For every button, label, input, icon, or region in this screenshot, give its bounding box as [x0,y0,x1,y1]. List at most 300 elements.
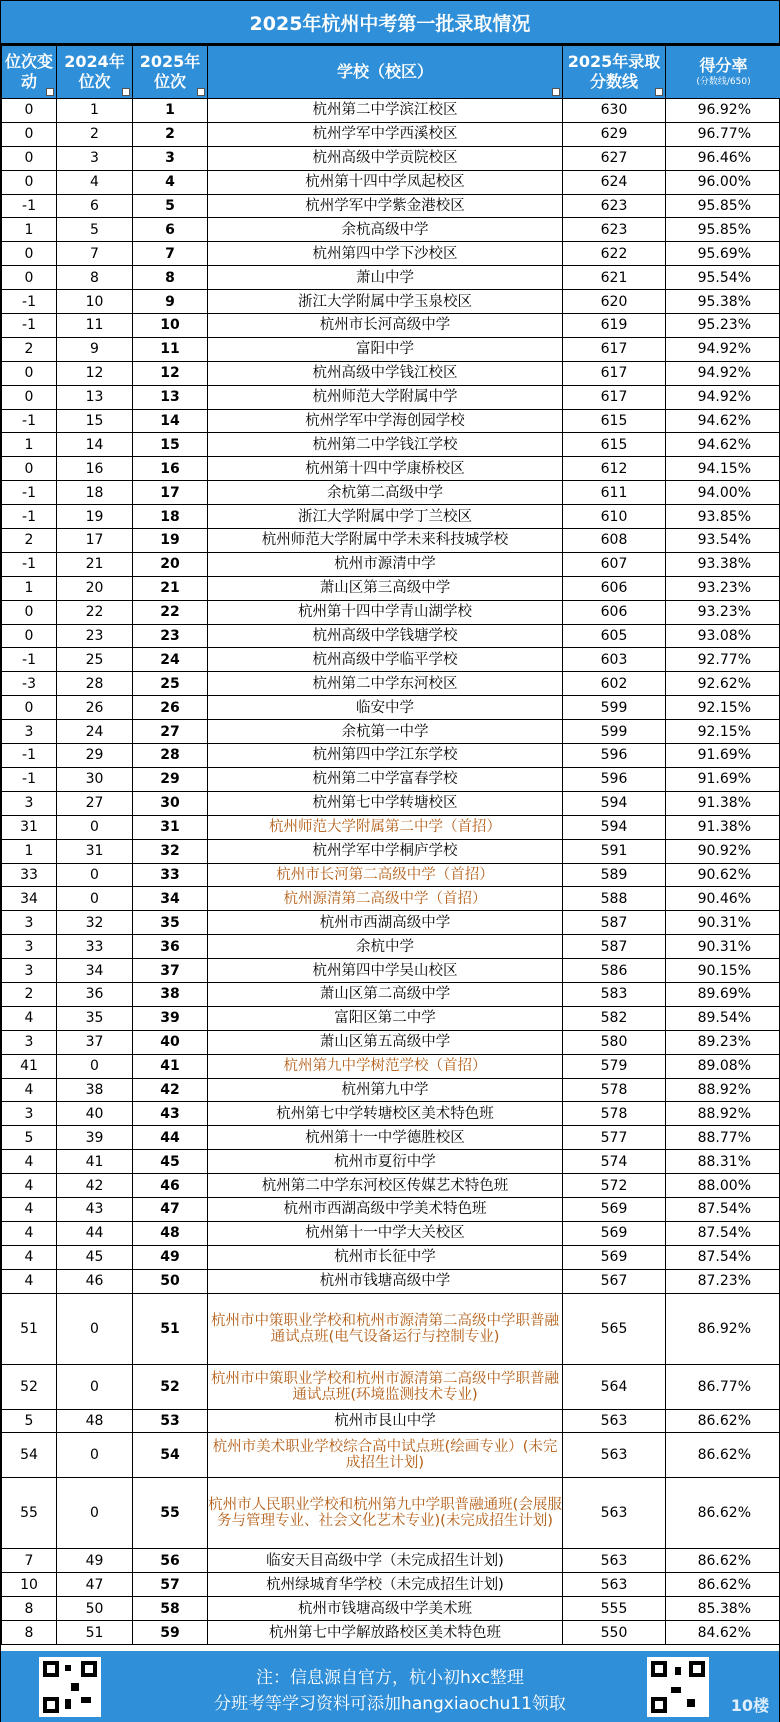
cell-rank-2024: 0 [57,1433,133,1478]
cell-rank-2025: 8 [133,266,208,290]
cell-school: 杭州市钱塘高级中学 [208,1269,563,1293]
cell-rate: 92.15% [666,696,780,720]
cell-score: 622 [563,242,666,266]
cell-rate: 84.62% [666,1621,780,1645]
cell-rank-2024: 8 [57,266,133,290]
cell-school: 萧山区第五高级中学 [208,1030,563,1054]
cell-rate: 95.23% [666,314,780,338]
cell-rank-2024: 5 [57,218,133,242]
cell-rate: 96.77% [666,122,780,146]
footer [1,1651,779,1722]
cell-school: 杭州第九中学树范学校（首招） [208,1054,563,1078]
cell-rank-2024: 24 [57,720,133,744]
cell-rank-2025: 23 [133,624,208,648]
cell-rate: 86.62% [666,1433,780,1478]
cell-rank-change: 2 [2,529,57,553]
table-row [2,505,780,529]
table-row [2,242,780,266]
cell-rank-2025: 14 [133,409,208,433]
cell-rank-change: 4 [2,1245,57,1269]
cell-score: 617 [563,361,666,385]
cell-score: 615 [563,433,666,457]
cell-rank-change: 0 [2,385,57,409]
cell-score: 629 [563,122,666,146]
table-row [2,815,780,839]
cell-rank-2025: 3 [133,146,208,170]
cell-rank-2025: 24 [133,648,208,672]
cell-rate: 95.54% [666,266,780,290]
rate-formula-note: (分数线/650) [696,77,751,87]
cell-score: 567 [563,1269,666,1293]
cell-rank-2024: 1 [57,99,133,123]
cell-score: 578 [563,1078,666,1102]
table-row [2,529,780,553]
cell-rank-change: 0 [2,99,57,123]
cell-rank-change: 1 [2,839,57,863]
table-row [2,1150,780,1174]
cell-rank-change: 3 [2,1030,57,1054]
table-row [2,337,780,361]
cell-rank-2025: 12 [133,361,208,385]
cell-rate: 95.69% [666,242,780,266]
cell-rank-change: 4 [2,1078,57,1102]
cell-rank-change: 41 [2,1054,57,1078]
cell-rank-change: 33 [2,863,57,887]
cell-rank-2024: 46 [57,1269,133,1293]
cell-rank-change: 5 [2,1126,57,1150]
cell-rank-2025: 17 [133,481,208,505]
cell-school: 杭州师范大学附属中学 [208,385,563,409]
cell-rank-2025: 54 [133,1433,208,1478]
cell-rank-2025: 6 [133,218,208,242]
cell-rank-2025: 2 [133,122,208,146]
table-row [2,1293,780,1364]
table-row [2,385,780,409]
cell-school: 杭州源清第二高级中学（首招） [208,887,563,911]
cell-rank-2024: 14 [57,433,133,457]
cell-rank-2024: 40 [57,1102,133,1126]
cell-school: 杭州市长征中学 [208,1245,563,1269]
cell-score: 603 [563,648,666,672]
cell-rate: 88.31% [666,1150,780,1174]
table-row [2,1126,780,1150]
table-row [2,1269,780,1293]
cell-school: 杭州学军中学桐庐学校 [208,839,563,863]
cell-school: 杭州第二中学滨江校区 [208,99,563,123]
cell-rank-2025: 29 [133,767,208,791]
cell-rate: 88.92% [666,1078,780,1102]
cell-rank-2024: 33 [57,935,133,959]
cell-score: 627 [563,146,666,170]
cell-rank-change: 7 [2,1549,57,1573]
cell-rank-change: 0 [2,600,57,624]
cell-score: 596 [563,767,666,791]
cell-rank-change: 4 [2,1269,57,1293]
table-row [2,1006,780,1030]
cell-rate: 94.92% [666,385,780,409]
table-row [2,1364,780,1409]
cell-rank-2024: 0 [57,1478,133,1549]
cell-rate: 87.54% [666,1245,780,1269]
cell-rate: 93.85% [666,505,780,529]
table-row [2,1221,780,1245]
cell-rank-2025: 38 [133,982,208,1006]
cell-score: 577 [563,1126,666,1150]
table-row [2,1433,780,1478]
cell-rate: 93.08% [666,624,780,648]
cell-rank-2025: 42 [133,1078,208,1102]
filter-dropdown-icon[interactable] [46,88,54,96]
cell-rank-2025: 19 [133,529,208,553]
cell-rank-2025: 51 [133,1293,208,1364]
table-row [2,433,780,457]
cell-score: 621 [563,266,666,290]
cell-rank-2024: 27 [57,791,133,815]
cell-rank-2025: 36 [133,935,208,959]
cell-score: 605 [563,624,666,648]
cell-rank-change: 51 [2,1293,57,1364]
cell-rate: 89.54% [666,1006,780,1030]
cell-rate: 86.62% [666,1573,780,1597]
cell-rank-change: -1 [2,648,57,672]
cell-rank-2025: 33 [133,863,208,887]
cell-rank-2025: 39 [133,1006,208,1030]
cell-rate: 90.92% [666,839,780,863]
filter-dropdown-icon[interactable] [655,88,663,96]
cell-rank-2024: 17 [57,529,133,553]
table-row [2,720,780,744]
cell-score: 586 [563,959,666,983]
cell-rank-change: 0 [2,242,57,266]
cell-rank-2024: 7 [57,242,133,266]
cell-rate: 88.77% [666,1126,780,1150]
table-row [2,409,780,433]
cell-rank-2024: 4 [57,170,133,194]
cell-rate: 92.62% [666,672,780,696]
table-row [2,744,780,768]
cell-rate: 88.92% [666,1102,780,1126]
cell-score: 578 [563,1102,666,1126]
cell-score: 624 [563,170,666,194]
cell-rank-2024: 18 [57,481,133,505]
cell-rank-2025: 52 [133,1364,208,1409]
table-row [2,122,780,146]
cell-rank-change: 0 [2,457,57,481]
cell-rank-2024: 0 [57,1364,133,1409]
column-header-school[interactable]: 学校（校区） [208,46,563,99]
cell-rate: 94.92% [666,337,780,361]
cell-rank-change: 1 [2,576,57,600]
cell-school: 杭州第二中学富春学校 [208,767,563,791]
table-row [2,1197,780,1221]
cell-rank-2024: 51 [57,1621,133,1645]
cell-rate: 93.38% [666,552,780,576]
footer-note: 注：信息源自官方，杭小初hxc整理 [256,1668,524,1688]
cell-rank-change: 1 [2,433,57,457]
cell-rank-2024: 6 [57,194,133,218]
cell-school: 杭州师范大学附属中学未来科技城学校 [208,529,563,553]
table-row [2,935,780,959]
cell-school: 杭州第二中学钱江学校 [208,433,563,457]
cell-rank-2025: 35 [133,911,208,935]
cell-score: 619 [563,314,666,338]
cell-score: 572 [563,1174,666,1198]
cell-score: 582 [563,1006,666,1030]
cell-score: 594 [563,791,666,815]
cell-rank-change: 0 [2,624,57,648]
cell-rate: 89.23% [666,1030,780,1054]
cell-rank-2024: 3 [57,146,133,170]
cell-rank-change: 0 [2,146,57,170]
cell-score: 583 [563,982,666,1006]
cell-rank-change: -1 [2,481,57,505]
cell-score: 594 [563,815,666,839]
table-row [2,1409,780,1433]
cell-rank-change: 4 [2,1221,57,1245]
cell-rank-2025: 43 [133,1102,208,1126]
cell-rank-change: 3 [2,911,57,935]
cell-rank-change: -1 [2,314,57,338]
cell-school: 杭州第十四中学青山湖学校 [208,600,563,624]
cell-rank-change: 0 [2,122,57,146]
cell-score: 630 [563,99,666,123]
cell-rank-2025: 13 [133,385,208,409]
cell-rank-change: 0 [2,361,57,385]
cell-rate: 86.62% [666,1478,780,1549]
cell-rank-2024: 25 [57,648,133,672]
cell-rate: 88.00% [666,1174,780,1198]
cell-school: 临安天目高级中学（未完成招生计划) [208,1549,563,1573]
table-row [2,290,780,314]
cell-school: 杭州第十四中学康桥校区 [208,457,563,481]
cell-score: 607 [563,552,666,576]
table-row [2,99,780,123]
cell-rank-2024: 15 [57,409,133,433]
cell-school: 杭州市夏衍中学 [208,1150,563,1174]
cell-score: 587 [563,935,666,959]
cell-rate: 89.08% [666,1054,780,1078]
cell-rate: 94.62% [666,409,780,433]
cell-rank-2024: 0 [57,1293,133,1364]
cell-rank-change: 34 [2,887,57,911]
cell-rank-2025: 56 [133,1549,208,1573]
cell-score: 606 [563,576,666,600]
cell-score: 550 [563,1621,666,1645]
cell-score: 589 [563,863,666,887]
filter-dropdown-icon[interactable] [197,88,205,96]
cell-rank-2024: 44 [57,1221,133,1245]
table-row [2,1245,780,1269]
cell-score: 591 [563,839,666,863]
cell-score: 608 [563,529,666,553]
cell-rank-2024: 37 [57,1030,133,1054]
cell-rank-2024: 47 [57,1573,133,1597]
cell-rank-change: 3 [2,935,57,959]
cell-rank-change: 4 [2,1006,57,1030]
cell-rank-change: 8 [2,1597,57,1621]
cell-score: 580 [563,1030,666,1054]
cell-rate: 94.15% [666,457,780,481]
cell-score: 569 [563,1197,666,1221]
cell-rank-2024: 0 [57,1054,133,1078]
cell-score: 623 [563,194,666,218]
table-row [2,672,780,696]
cell-rank-change: 3 [2,791,57,815]
table-row [2,194,780,218]
cell-rank-2025: 57 [133,1573,208,1597]
cell-rate: 86.77% [666,1364,780,1409]
cell-rank-2024: 10 [57,290,133,314]
cell-school: 杭州市西湖高级中学美术特色班 [208,1197,563,1221]
column-header-rank2025[interactable]: 2025年位次 [133,46,208,99]
cell-rank-2024: 48 [57,1409,133,1433]
cell-school: 萧山区第三高级中学 [208,576,563,600]
table-row [2,361,780,385]
cell-rank-change: 2 [2,982,57,1006]
table-row [2,648,780,672]
cell-school: 杭州第十四中学凤起校区 [208,170,563,194]
cell-score: 588 [563,887,666,911]
cell-rank-2025: 46 [133,1174,208,1198]
cell-rank-2025: 53 [133,1409,208,1433]
cell-score: 564 [563,1364,666,1409]
cell-rate: 91.38% [666,815,780,839]
cell-rank-2025: 25 [133,672,208,696]
table-row [2,576,780,600]
cell-rank-change: -1 [2,505,57,529]
cell-rank-2024: 26 [57,696,133,720]
cell-rate: 86.62% [666,1409,780,1433]
cell-score: 555 [563,1597,666,1621]
cell-rank-2025: 11 [133,337,208,361]
table-row [2,1030,780,1054]
table-row [2,146,780,170]
cell-rank-2024: 42 [57,1174,133,1198]
cell-score: 587 [563,911,666,935]
cell-rate: 87.54% [666,1221,780,1245]
cell-rate: 94.62% [666,433,780,457]
cell-rank-2024: 36 [57,982,133,1006]
cell-score: 563 [563,1409,666,1433]
cell-rate: 96.46% [666,146,780,170]
qr-code-icon [647,1657,709,1717]
cell-rank-2025: 9 [133,290,208,314]
cell-rank-change: -1 [2,767,57,791]
cell-rank-2025: 16 [133,457,208,481]
cell-school: 浙江大学附属中学玉泉校区 [208,290,563,314]
cell-school: 富阳区第二中学 [208,1006,563,1030]
cell-rank-2024: 43 [57,1197,133,1221]
cell-rank-change: 0 [2,696,57,720]
cell-school: 杭州绿城育华学校（未完成招生计划) [208,1573,563,1597]
table-row [2,1549,780,1573]
cell-rank-2024: 50 [57,1597,133,1621]
cell-rank-change: 4 [2,1197,57,1221]
cell-school: 杭州市钱塘高级中学美术班 [208,1597,563,1621]
column-header-score[interactable]: 2025年录取分数线 [563,46,666,99]
cell-rate: 92.77% [666,648,780,672]
table-row [2,863,780,887]
cell-rank-2024: 19 [57,505,133,529]
cell-rate: 86.62% [666,1549,780,1573]
cell-school: 萧山中学 [208,266,563,290]
cell-rank-change: -3 [2,672,57,696]
cell-score: 611 [563,481,666,505]
cell-school: 杭州高级中学临平学校 [208,648,563,672]
cell-rank-2024: 0 [57,815,133,839]
cell-rate: 91.38% [666,791,780,815]
cell-rate: 87.54% [666,1197,780,1221]
cell-rank-2025: 47 [133,1197,208,1221]
cell-school: 萧山区第二高级中学 [208,982,563,1006]
cell-rank-change: 5 [2,1409,57,1433]
cell-rank-2024: 0 [57,863,133,887]
cell-rank-change: -1 [2,552,57,576]
cell-rate: 93.23% [666,576,780,600]
cell-school: 杭州市西湖高级中学 [208,911,563,935]
cell-score: 612 [563,457,666,481]
cell-rank-2025: 59 [133,1621,208,1645]
column-header-rank2024[interactable]: 2024年位次 [57,46,133,99]
cell-rank-2025: 27 [133,720,208,744]
column-header-change[interactable]: 位次变动 [2,46,57,99]
cell-rank-2025: 49 [133,1245,208,1269]
table-row [2,959,780,983]
cell-rank-change: 31 [2,815,57,839]
cell-school: 杭州市中策职业学校和杭州市源清第二高级中学职普融通试点班(环境监测技术专业) [208,1364,563,1409]
cell-school: 杭州学军中学紫金港校区 [208,194,563,218]
cell-rank-2024: 12 [57,361,133,385]
cell-score: 574 [563,1150,666,1174]
cell-score: 606 [563,600,666,624]
cell-rate: 93.23% [666,600,780,624]
filter-dropdown-icon[interactable] [552,88,560,96]
cell-school: 浙江大学附属中学丁兰校区 [208,505,563,529]
cell-score: 610 [563,505,666,529]
cell-rank-2024: 21 [57,552,133,576]
cell-rank-2025: 28 [133,744,208,768]
column-header-rate[interactable]: 得分率 (分数线/650) [666,46,780,99]
table-row [2,481,780,505]
cell-rate: 92.15% [666,720,780,744]
cell-rank-change: 4 [2,1174,57,1198]
cell-rate: 90.46% [666,887,780,911]
cell-school: 杭州第十一中学德胜校区 [208,1126,563,1150]
cell-school: 余杭第一中学 [208,720,563,744]
cell-rank-change: -1 [2,744,57,768]
cell-rate: 95.85% [666,194,780,218]
cell-rank-2024: 0 [57,887,133,911]
table-row [2,552,780,576]
cell-rank-2024: 31 [57,839,133,863]
table-row [2,1078,780,1102]
cell-rank-2024: 11 [57,314,133,338]
site-logo: 10楼 [730,1696,769,1715]
cell-school: 杭州市人民职业学校和杭州第九中学职普融通班(会展服务与管理专业、社会文化艺术专业)(未完成招生计划) [208,1478,563,1549]
cell-school: 杭州学军中学西溪校区 [208,122,563,146]
cell-school: 杭州第七中学转塘校区美术特色班 [208,1102,563,1126]
cell-rank-2025: 22 [133,600,208,624]
cell-rank-2025: 20 [133,552,208,576]
cell-rank-change: 55 [2,1478,57,1549]
cell-school: 杭州市源清中学 [208,552,563,576]
cell-rate: 91.69% [666,767,780,791]
filter-dropdown-icon[interactable] [122,88,130,96]
table-row [2,1102,780,1126]
cell-score: 596 [563,744,666,768]
cell-rate: 90.31% [666,935,780,959]
cell-rank-2025: 40 [133,1030,208,1054]
